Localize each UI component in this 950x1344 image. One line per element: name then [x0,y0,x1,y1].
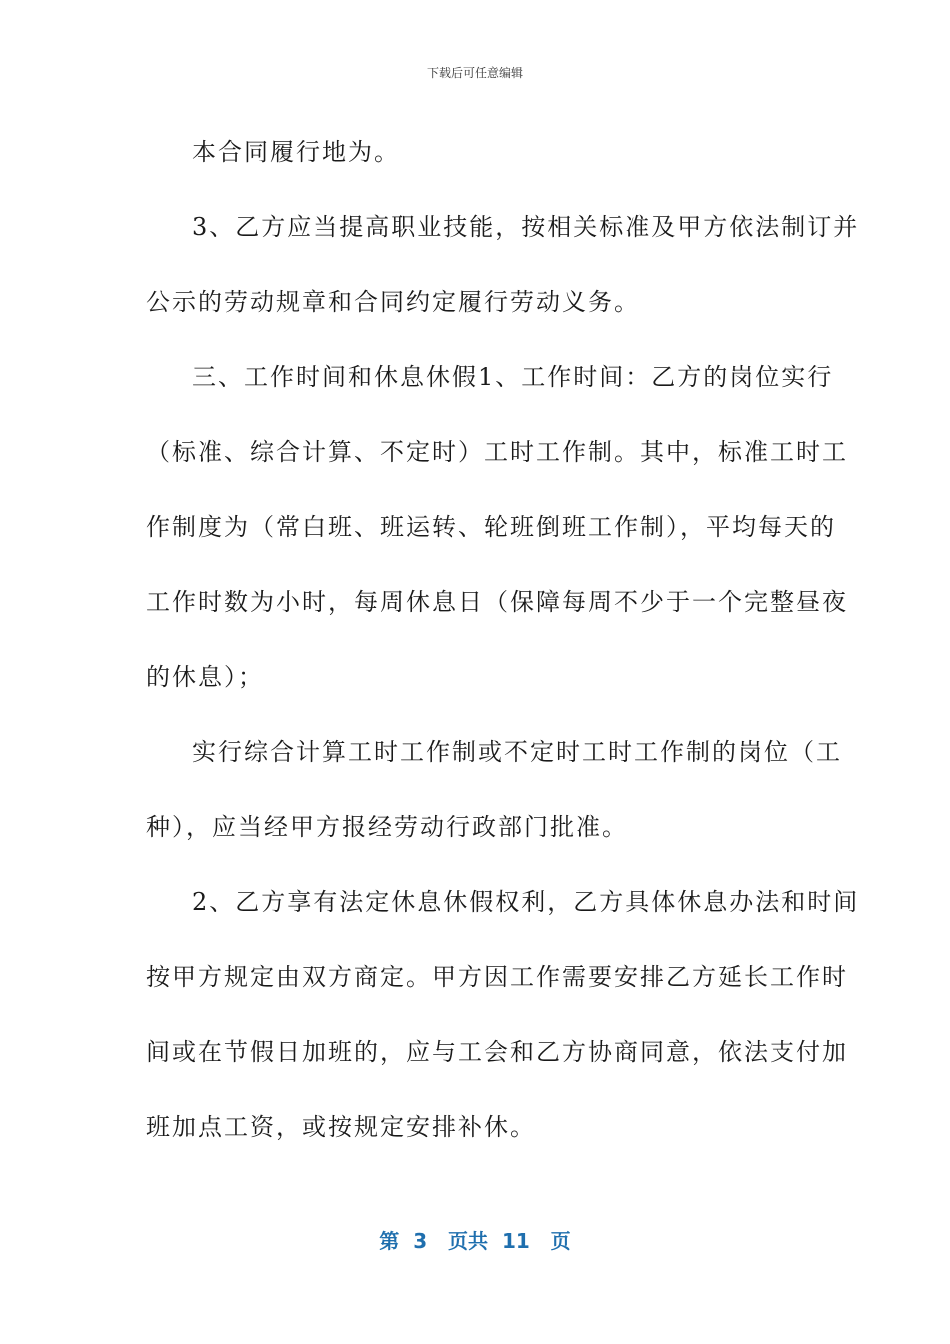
body-line: 公示的劳动规章和合同约定履行劳动义务。 [146,288,640,316]
body-line: 班加点工资，或按规定安排补休。 [146,1113,536,1141]
page-header: 下载后可任意编辑 [426,66,523,80]
body-line: 作制度为（常白班、班运转、轮班倒班工作制），平均每天的 [146,513,836,541]
body-line: 工作时数为小时，每周休息日（保障每周不少于一个完整昼夜 [146,588,848,616]
body-line: 的休息）； [146,663,264,691]
body-line: 3、乙方应当提高职业技能，按相关标准及甲方依法制订并 [192,213,860,241]
body-line: 按甲方规定由双方商定。甲方因工作需要安排乙方延长工作时 [146,963,848,991]
body-line: （标准、综合计算、不定时）工时工作制。其中，标准工时工 [146,438,848,466]
body-line: 本合同履行地为。 [192,138,400,166]
page-number: 第 3 页共 11 页 [379,1229,571,1253]
body-line: 种），应当经甲方报经劳动行政部门批准。 [146,813,628,841]
body-line: 三、工作时间和休息休假1、工作时间：乙方的岗位实行 [192,363,834,391]
body-line: 2、乙方享有法定休息休假权利，乙方具体休息办法和时间 [192,888,860,916]
body-line: 间或在节假日加班的，应与工会和乙方协商同意，依法支付加 [146,1038,848,1066]
body-line: 实行综合计算工时工作制或不定时工时工作制的岗位（工 [192,738,842,766]
